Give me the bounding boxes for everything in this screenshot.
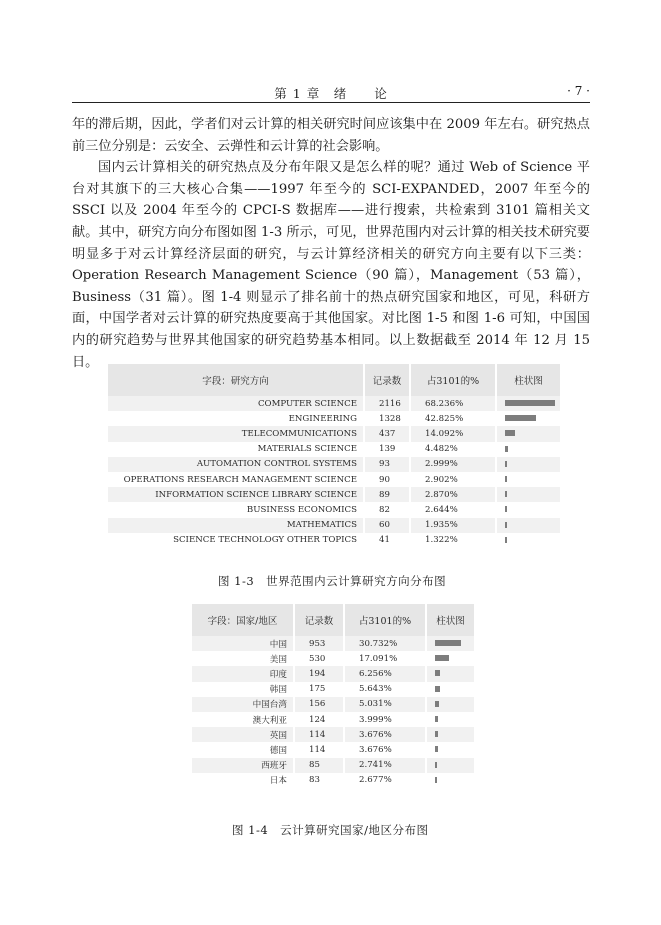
row-percent: 5.031% [344,697,426,712]
bar-mark [505,506,507,512]
bar-mark [435,731,438,737]
table-row [192,636,474,651]
row-label: 西班牙 [192,758,294,773]
table-row [108,518,560,533]
table-body [108,396,560,548]
row-count: 530 [294,651,344,666]
paragraph-1: 年的滞后期，因此，学者们对云计算的相关研究时间应该集中在 2009 年左右。研究热点前三位分别是：云安全、云弹性和云计算的社会影响。 [72,117,590,154]
row-percent: 3.999% [344,712,426,727]
bar-mark [505,400,555,406]
percent-header: 占3101的% [410,364,496,396]
row-bar-cell [496,457,560,472]
row-label: 中国台湾 [192,697,294,712]
row-label: AUTOMATION CONTROL SYSTEMS [108,457,364,472]
row-bar-cell [496,411,560,426]
bar-mark [505,461,507,467]
row-bar-cell [426,727,474,742]
country-table [192,604,474,788]
chapter-title: 第 1 章 绪 论 [274,86,388,101]
bar-mark [435,640,461,646]
figure-1-4-caption: 图 1-4 云计算研究国家/地区分布图 [232,823,429,837]
page-number: · 7 · [567,84,590,98]
bar-mark [435,746,438,752]
bar-mark [435,777,437,783]
row-percent: 68.236% [410,396,496,411]
row-count: 437 [364,426,410,441]
bar-mark [435,701,439,707]
row-label: INFORMATION SCIENCE LIBRARY SCIENCE [108,487,364,502]
row-bar-cell [426,712,474,727]
row-bar-cell [496,487,560,502]
bar-mark [505,537,507,543]
row-count: 93 [364,457,410,472]
row-bar-cell [426,666,474,681]
table-row [108,457,560,472]
row-label: 英国 [192,727,294,742]
row-percent: 1.322% [410,533,496,548]
row-label: BUSINESS ECONOMICS [108,502,364,517]
percent-header: 占3101的% [344,604,426,636]
row-percent: 2.902% [410,472,496,487]
row-label: 日本 [192,773,294,788]
table-row [108,502,560,517]
row-count: 2116 [364,396,410,411]
row-percent: 6.256% [344,666,426,681]
row-percent: 30.732% [344,636,426,651]
row-percent: 17.091% [344,651,426,666]
row-label: TELECOMMUNICATIONS [108,426,364,441]
row-count: 60 [364,518,410,533]
running-header [72,82,590,103]
row-bar-cell [496,533,560,548]
row-label: 韩国 [192,682,294,697]
row-bar-cell [426,773,474,788]
row-percent: 2.644% [410,502,496,517]
row-count: 156 [294,697,344,712]
row-bar-cell [496,518,560,533]
row-percent: 2.677% [344,773,426,788]
row-percent: 42.825% [410,411,496,426]
row-bar-cell [496,426,560,441]
row-label: MATHEMATICS [108,518,364,533]
row-count: 114 [294,727,344,742]
body-text [72,114,590,373]
row-label: SCIENCE TECHNOLOGY OTHER TOPICS [108,533,364,548]
table-row [108,533,560,548]
table-row [108,411,560,426]
row-bar-cell [426,636,474,651]
bar-mark [435,670,440,676]
row-count: 175 [294,682,344,697]
row-percent: 3.676% [344,742,426,757]
field-header: 字段：国家/地区 [192,604,294,636]
row-percent: 4.482% [410,442,496,457]
row-count: 1328 [364,411,410,426]
row-label: 美国 [192,651,294,666]
row-percent: 5.643% [344,682,426,697]
row-count: 114 [294,742,344,757]
bar-mark [505,430,515,436]
row-label: COMPUTER SCIENCE [108,396,364,411]
row-count: 90 [364,472,410,487]
row-label: 德国 [192,742,294,757]
bar-mark [505,522,507,528]
table-row [108,396,560,411]
row-count: 953 [294,636,344,651]
row-bar-cell [496,442,560,457]
row-bar-cell [426,697,474,712]
table-row [192,666,474,681]
research-direction-table [108,364,560,548]
row-bar-cell [496,396,560,411]
table-row [108,442,560,457]
bar-header: 柱状图 [496,364,560,396]
paragraph-2: 国内云计算相关的研究热点及分布年限又是怎么样的呢？通过 Web of Science 平台对其旗下的三大核心合集——1997 年至今的 SCI-EXPANDED，2007 年至今的 SSCI 以及 2004 年至今的 CPCI-S 数据库——进行搜索，共检索到 3101 篇相关文献。其中，研究方向分布图如图 1-3 所示，可见，世界范围内对云计算的相关技术研究要明显多于对云计算经济层面的研究，与云计算经济相关的研究方向主要有以下三类：Operation Research Management Science（90 篇），Management（53 篇），Business（31 篇）。图 1-4 则显示了排名前十的热点研究国家和地区，可见，科研方面，中国学者对云计算的研究热度要高于其他国家。对比图 1-5 和图 1-6 可知，中国国内的研究趋势与世界其他国家的研究趋势基本相同。以上数据截至 2014 年 12 月 15 日。 [72,160,590,370]
bar-mark [505,446,508,452]
row-bar-cell [496,502,560,517]
bar-header: 柱状图 [426,604,474,636]
table-row [108,426,560,441]
bar-mark [435,716,438,722]
field-header: 字段：研究方向 [108,364,364,396]
bar-mark [505,415,536,421]
table-row [192,773,474,788]
row-count: 85 [294,758,344,773]
row-label: OPERATIONS RESEARCH MANAGEMENT SCIENCE [108,472,364,487]
row-percent: 2.870% [410,487,496,502]
count-header: 记录数 [364,364,410,396]
table-row [192,651,474,666]
row-percent: 3.676% [344,727,426,742]
bar-mark [435,762,437,768]
bar-mark [505,476,507,482]
table-body [192,636,474,788]
table-row [108,472,560,487]
table-header-row [108,364,560,396]
row-count: 41 [364,533,410,548]
row-bar-cell [426,742,474,757]
table-row [192,742,474,757]
row-count: 83 [294,773,344,788]
row-label: 澳大利亚 [192,712,294,727]
row-percent: 1.935% [410,518,496,533]
row-count: 89 [364,487,410,502]
row-percent: 2.741% [344,758,426,773]
bar-mark [435,655,449,661]
bar-mark [435,686,440,692]
bar-mark [505,491,507,497]
row-percent: 2.999% [410,457,496,472]
row-bar-cell [426,758,474,773]
row-label: MATERIALS SCIENCE [108,442,364,457]
row-count: 139 [364,442,410,457]
table-row [192,712,474,727]
row-label: ENGINEERING [108,411,364,426]
table-row [108,487,560,502]
row-bar-cell [426,651,474,666]
row-count: 124 [294,712,344,727]
count-header: 记录数 [294,604,344,636]
figure-1-3-caption: 图 1-3 世界范围内云计算研究方向分布图 [218,574,447,588]
row-bar-cell [496,472,560,487]
table-row [192,727,474,742]
row-label: 印度 [192,666,294,681]
table-row [192,697,474,712]
row-count: 82 [364,502,410,517]
row-label: 中国 [192,636,294,651]
table-header-row [192,604,474,636]
row-percent: 14.092% [410,426,496,441]
table-row [192,758,474,773]
table-row [192,682,474,697]
row-bar-cell [426,682,474,697]
row-count: 194 [294,666,344,681]
